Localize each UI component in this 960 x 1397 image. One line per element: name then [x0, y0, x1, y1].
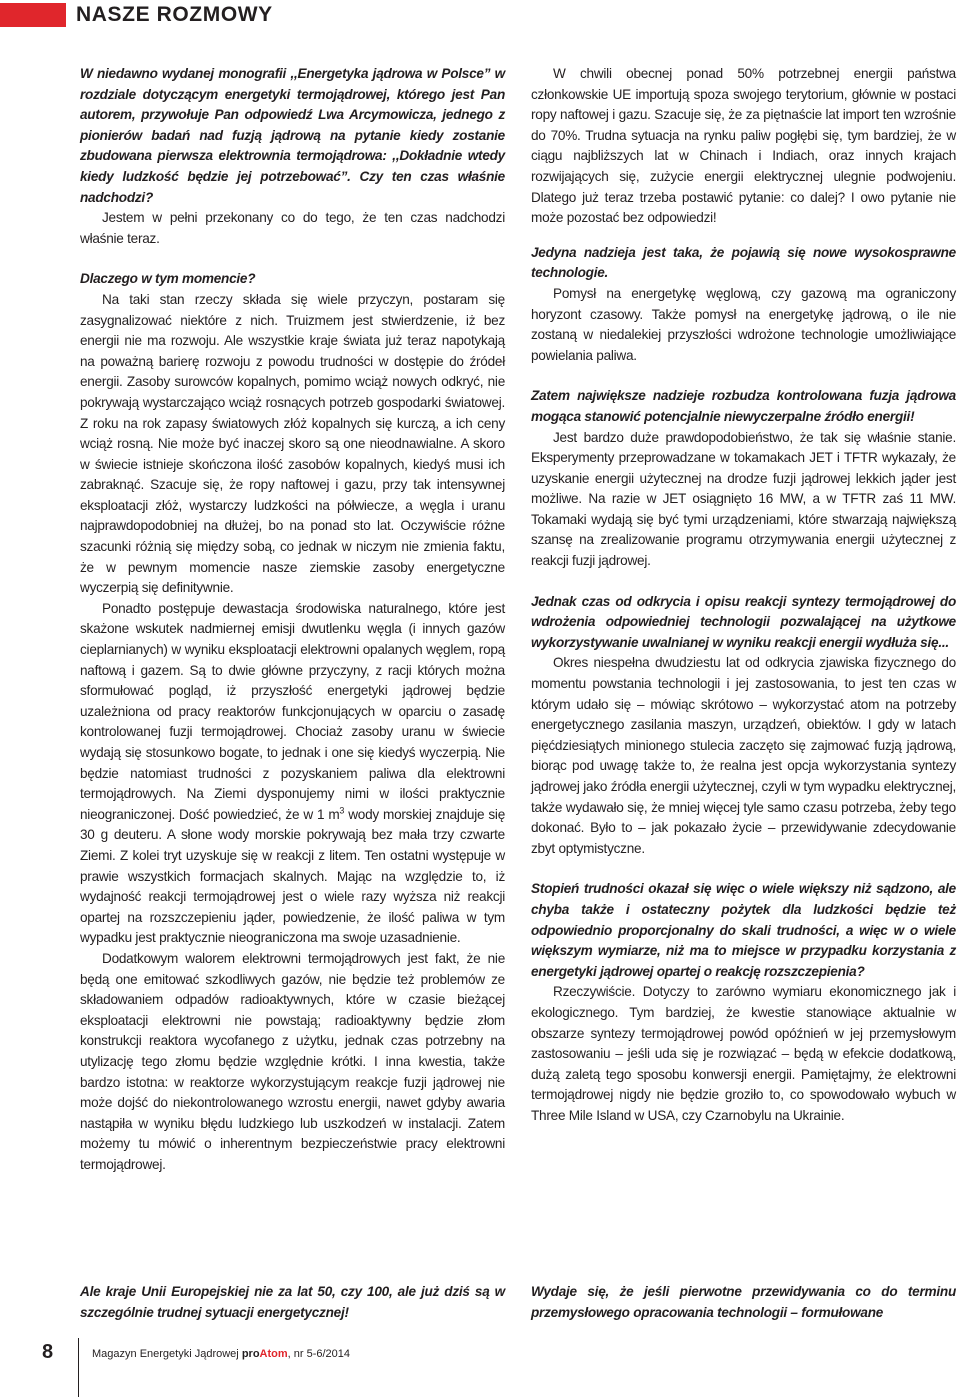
section-color-block: [0, 3, 66, 27]
answer-text: Ponadto postępuje dewastacja środowiska naturalnego, które jest skażone wskutek nadmiernej emisji dwutlenku węgla (i innych gazów cieplarnianych) w wyniku eksploatacji elektrowni opalanych węglem, ropą naftową i gazem. Są to dwie główne przyczyny, z racji których można sformułować pogląd, iż przyszłość energetyki jądrowej będzie uzależniona od pracy reaktorów funkcjonujących w oparciu o zasadę kontrolowanej fuzji termojądrowej. Chociaż zasoby uranu w świecie wydają się stosunkowo bogate, to jednak i one się kiedyś wyczerpią. Nie będzie natomiast trudności z pozyskaniem paliwa dla elektrowni termojądrowych. Na Ziemi dysponujemy nimi w ilości praktycznie nieograniczonej. Dość powiedzieć, że w 1 m: [80, 600, 505, 822]
answer-paragraph: Jestem w pełni przekonany co do tego, że ten czas nadchodzi właśnie teraz.: [80, 210, 505, 246]
footer-divider: [78, 1338, 79, 1397]
magazine-footer: [92, 1347, 350, 1361]
answer-paragraph: W chwili obecnej ponad 50% potrzebnej energii państwa członkowskie UE importują spoza swojego terytorium, głównie w postaci ropy naftowej i gazu. Szacuje się, że za piętnaście lat import ten wzrośnie do 70%. Trudna sytuacja na rynku paliw pogłębi się, tym bardziej, że w ciągu najbliższych lat w Chinach i Indiach, oraz innych krajach rozwijających się, zużycie energii elektrycznej ulegnie podwojeniu. Dlatego już teraz trzeba postawić pytanie: co dalej? I owo pytanie nie może pozostać bez odpowiedzi!: [531, 66, 956, 226]
interview-question-bottom-left: Ale kraje Unii Europejskiej nie za lat 50, czy 100, ale już dziś są w szczególnie trudnej sytuacji energetycznej!: [80, 1284, 505, 1320]
answer-text: wody morskiej znajduje się 30 g deuteru. A słone wody morskie pokrywają bez mała trzy czwarte Ziemi. Z kolei tryt uzyskuje się w reakcji z litem. Ten ostatni występuje w prawie wszystkich formacjach skalnych. Mając na względzie to, iż wydajność reakcji termojądrowej jest o wiele razy wyższa niż reakcji opartej na rozszczepieniu jąder, powiedzenie, że ilość paliwa w tym wypadku jest praktycznie nieograniczona ma swoje uzasadnienie.: [80, 806, 506, 946]
page-header: [0, 0, 960, 30]
page-number: 8: [42, 1341, 54, 1363]
superscript: 3: [339, 805, 345, 816]
answer-paragraph: Pomysł na energetykę węglową, czy gazową ma ograniczony horyzont czasowy. Także pomysł na energetykę jądrową, o ile nie zostaną w niedalekiej przyszłości wdrożone technologie umożliwiające powielania paliwa.: [531, 285, 956, 363]
interview-question: Zatem największe nadzieje rozbudza kontrolowana fuzja jądrowa mogąca stanowić potencjalnie niewyczerpalne źródło energii!: [531, 388, 956, 424]
section-title: NASZE ROZMOWY: [76, 3, 273, 26]
magazine-name: Magazyn Energetyki Jądrowej: [92, 1348, 239, 1360]
answer-paragraph: [80, 599, 505, 949]
answer-paragraph: Rzeczywiście. Dotyczy to zarówno wymiaru ekonomicznego jak i ekologicznego. Tym bardziej, że kwestie stanowiące aktualnie w obszarze syntezy termojądrowej powód opóźnień w jej przemysłowym zastosowaniu – jeśli uda się je rozwiązać – będą w efekcie dodatkową, dużą zaletą tego sposobu konwersji energii. Pamiętajmy, że elektrowni termojądrowej nigdy nie będzie groziło to, co spowodowało wybuch w Three Mile Island w USA, czy Czarnobylu na Ukrainie.: [531, 984, 956, 1123]
answer-paragraph: Na taki stan rzeczy składa się wiele przyczyn, postaram się zasygnalizować niektóre z nich. Truizmem jest stwierdzenie, iż bez energii nie ma rozwoju. Ale wszystkie kraje świata już teraz napotykają na poważną barierę rozwoju z powodu trudności w dostępie do źródeł energii. Zasoby surowców kopalnych, pomimo wciąż nowych odkryć, nie pokrywają wystarczająco wciąż rosnących potrzeb gospodarki światowej. Z roku na rok zapasy światowych złóż kopalnych się kurczą, a ich ceny wciąż rosną. Nie może być inaczej skoro są one nieodnawialne. A skoro w świecie istnieje skończona ilość zasobów kopalnych, kiedyś musi ich zabraknąć. Szacuje się, że ropy naftowej i gazu, przy tak intensywnej eksploatacji złóż, wystarczy ludzkości na półwiecze, a węgla i uranu najprawdopodobniej na dłużej, bo na ponad sto lat. Oczywiście różne szacunki różnią się między sobą, co jednak w niczym nie zmienia faktu, że w pewnym momencie nasze ziemskie zasoby energetyczne wyczerpią się definitywnie.: [80, 291, 505, 596]
interview-question: Jedyna nadzieja jest taka, że pojawią się nowe wysokosprawne technologie.: [531, 244, 956, 281]
interview-question: Jednak czas od odkrycia i opisu reakcji syntezy termojądrowej do wdrożenia odpowiedniej technologii pozwalającej na użytkowe wykorzystywanie uwalnianej w wyniku reakcji energii wydłuża się...: [531, 593, 956, 650]
interview-question: Stopień trudności okazał się więc o wiele większy niż sądzono, ale chyba także i ostateczny pożytek dla ludzkości będzie też odpowiednio proporcjonalny do skali trudności, a więc w o wiele większym wymiarze, niż ma to miejsce w przypadku korzystania z energetyki jądrowej opartej o reakcję rozszczepienia?: [531, 881, 956, 979]
brand-pro: pro: [241, 1348, 260, 1360]
answer-paragraph: Dodatkowym walorem elektrowni termojądrowych jest fakt, że nie będą one emitować szkodliwych gazów, nie będzie też problemów ze składowaniem odpadów radioaktywnych, które w czasie bieżącej eksploatacji elektrowni nie powstają; radioaktywny będzie złom konstrukcji reaktora wycofanego z użytku, jednak czas potrzebny na utylizację tego złomu będzie względnie krótki. I inna kwestia, także bardzo istotna: w reaktorze wykorzystującym reakcje fuzji jądrowej nie może dojść do niekontrolowanego wzrostu energii, nawet gdyby awaria nastąpiła w wyniku błędu ludzkiego lub uszkodzeń w instalacji. Zatem możemy tu mówić o inherentnym bezpieczeństwie pracy elektrowni termojądrowej.: [80, 950, 505, 1172]
intro-question: W niedawno wydanej monografii ,,Energetyka jądrowa w Polsce” w rozdziale dotyczącym energetyki termojądrowej, którego jest Pan autorem, przywołuje Pan odpowiedź Lwa Arcymowicza, jednego z pionierów badań nad fuzją jądrową na pytanie kiedy zostanie zbudowana pierwsza elektrownia termojądrowa: ,,Dokładnie wtedy kiedy ludzkość będzie jej potrzebować”. Czy ten czas właśnie nadchodzi?: [80, 66, 505, 205]
article-right-column: [531, 64, 956, 1127]
answer-paragraph: Okres niespełna dwudziestu lat od odkrycia zjawiska fizycznego do momentu powstania technologii i jej zastosowania, to jest ten czas w którym udało się – mówiąc skrótowo – wykorzystać atom na potrzeby energetycznego zasilania maszyn, urządzeń, obiektów. I gdy w latach pięćdziesiątych minionego stulecia zaczęto się zajmować fuzją jądrową, biorąc pod uwagę także to, że realna jest opcja wykorzystania syntezy jądrowej jako źródła energii użytecznej, czyli w tym wypadku elektrycznej, także wydawało się, że mniej więcej tyle samo czasu potrzeba, żeby tego dokonać. Było to – jak pokazało życie – przewidywanie zdecydowanie zbyt optymistyczne.: [531, 655, 956, 856]
interview-question-bottom-right: Wydaje się, że jeśli pierwotne przewidywania co do terminu przemysłowego opracowania technologii – formułowane: [531, 1284, 956, 1320]
issue-number: , nr 5-6/2014: [287, 1348, 351, 1360]
brand-atom: Atom: [259, 1348, 288, 1360]
article-left-column: [80, 64, 505, 1175]
answer-paragraph: Jest bardzo duże prawdopodobieństwo, że tak się właśnie stanie. Eksperymenty przeprowadzane w tokamakach JET i TFTR wykazały, że uzyskanie energii użytecznej na drodze fuzji jądrowej lekkich jąder jest możliwe. Na razie w JET osiągnięto 16 MW, a w TFTR zaś 11 MW. Tokamaki wydają się być tymi urządzeniami, które stwarzają największą szansę na zrealizowanie programu otrzymywania energii użytecznej z reakcji fuzji jądrowej.: [531, 429, 956, 569]
interview-question: Dlaczego w tym momencie?: [80, 271, 256, 287]
